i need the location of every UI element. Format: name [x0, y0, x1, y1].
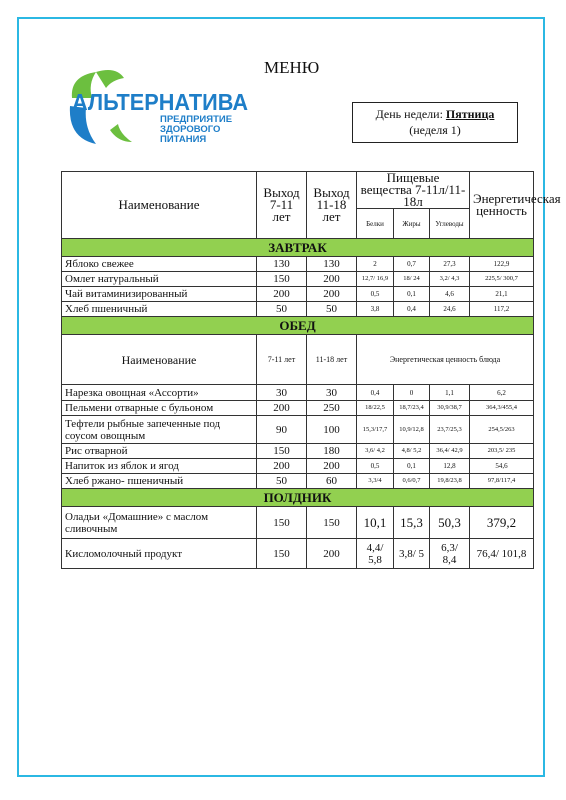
- logo-main-text: АЛЬТЕРНАТИВА: [72, 89, 248, 115]
- table-row: Хлеб пшеничный 50 50 3,8 0,4 24,6 117,2: [62, 302, 534, 317]
- day-value: Пятница: [445, 107, 495, 121]
- lunch-header-row: Наименование 7-11 лет 11-18 лет Энергетическая ценность блюда: [62, 335, 534, 385]
- table-row: Напиток из яблок и ягод 200 200 0,5 0,1 12,8 54,6: [62, 459, 534, 474]
- header-output-11-18: Выход 11-18 лет: [307, 172, 357, 239]
- table-row: Оладьи «Домашние» с маслом сливочным 150 150 10,1 15,3 50,3 379,2: [62, 507, 534, 539]
- day-label: День недели:: [375, 107, 443, 121]
- header-energy: Энергетическая ценность: [470, 172, 534, 239]
- logo-line1: ПРЕДПРИЯТИЕ: [160, 114, 233, 125]
- company-logo: [66, 68, 256, 148]
- table-row: Яблоко свежее 130 130 2 0,7 27,3 122,9: [62, 257, 534, 272]
- header-fat: Жиры: [394, 209, 430, 239]
- header-nutrients: Пищевые вещества 7-11л/11-18л: [357, 172, 470, 209]
- table-row: Тефтели рыбные запеченные под соусом овощным 90 100 15,3/17,7 10,9/12,8 23,7/25,3 254,5/263: [62, 416, 534, 444]
- day-of-week-box: [352, 102, 518, 143]
- table-row: Кисломолочный продукт 150 200 4,4/ 5,8 3,8/ 5 6,3/ 8,4 76,4/ 101,8: [62, 539, 534, 569]
- table-row: Чай витаминизированный 200 200 0,5 0,1 4,6 21,1: [62, 287, 534, 302]
- logo-line3: ПИТАНИЯ: [160, 134, 207, 145]
- page-title: МЕНЮ: [264, 58, 320, 77]
- table-row: Пельмени отварные с бульоном 200 250 18/22,5 18,7/23,4 30,9/38,7 364,3/455,4: [62, 401, 534, 416]
- table-row: Рис отварной 150 180 3,6/ 4,2 4,8/ 5,2 36,4/ 42,9 203,5/ 235: [62, 444, 534, 459]
- header-carbs: Углеводы: [430, 209, 470, 239]
- section-title: ЗАВТРАК: [62, 239, 534, 257]
- section-title: ПОЛДНИК: [62, 489, 534, 507]
- logo-line2: ЗДОРОВОГО: [160, 124, 221, 135]
- table-header-row: [62, 172, 534, 209]
- menu-table: [61, 170, 561, 569]
- table-row: Нарезка овощная «Ассорти» 30 30 0,4 0 1,1 6,2: [62, 385, 534, 401]
- section-breakfast: [62, 239, 534, 257]
- header-name: Наименование: [62, 172, 257, 239]
- section-snack: [62, 489, 534, 507]
- table-row: Омлет натуральный 150 200 12,7/ 16,9 18/ 24 3,2/ 4,3 225,5/ 300,7: [62, 272, 534, 287]
- header-output-7-11: Выход 7-11 лет: [257, 172, 307, 239]
- table-row: Хлеб ржано- пшеничный 50 60 3,3/4 0,6/0,7 19,8/23,8 97,8/117,4: [62, 474, 534, 489]
- section-title: ОБЕД: [62, 317, 534, 335]
- header-protein: Белки: [357, 209, 394, 239]
- week-label: (неделя 1): [409, 123, 461, 137]
- section-lunch: [62, 317, 534, 335]
